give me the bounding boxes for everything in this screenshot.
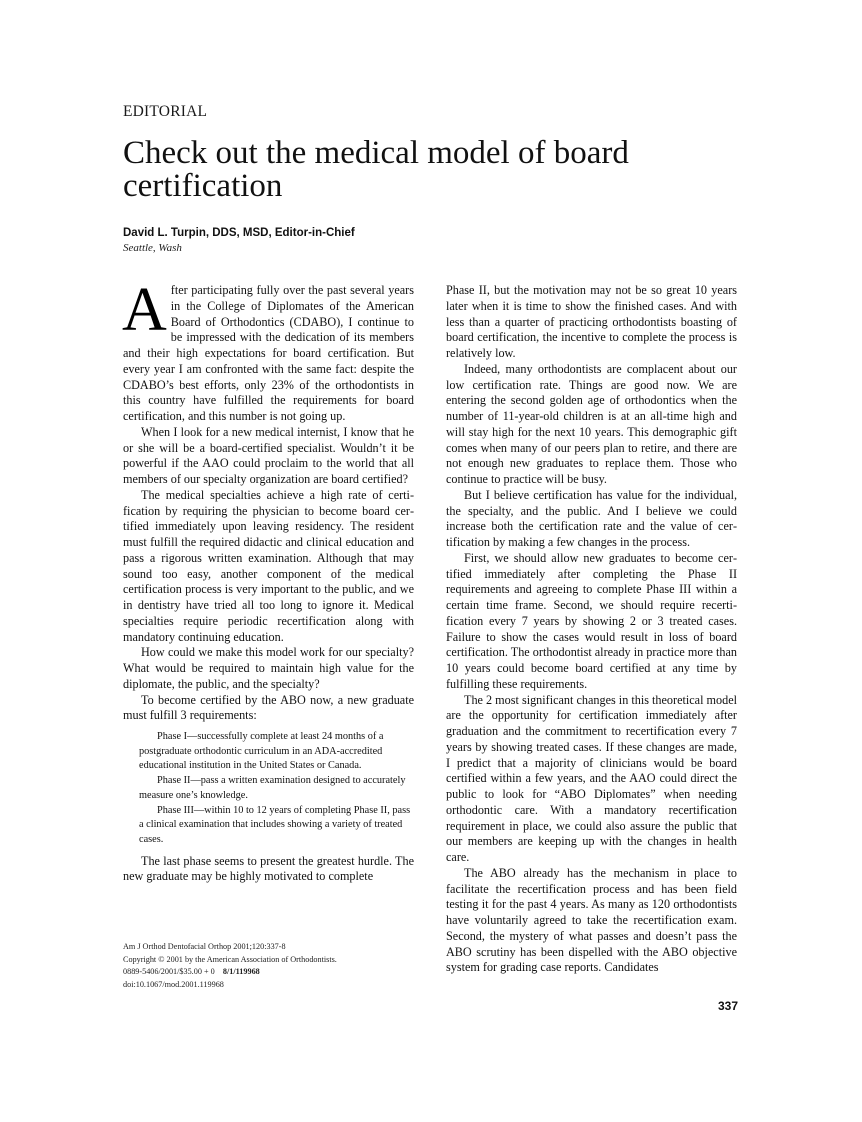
right-column [446,283,737,976]
paragraph: How could we make this model work for our specialty? What would be required to maintain high value for the diplomate, the public, and the specialty? [123,645,414,691]
paragraph: Phase II, but the motivation may not be so great 10 years later when it is time to show the finished cases. And with less than a quarter of practicing orthodontists boasting of board certification, the incentive to complete the process is relatively low. [446,283,737,360]
author-affiliation: Seattle, Wash [123,242,182,254]
section-label: EDITORIAL [123,103,208,120]
paragraph: When I look for a new medical internist, I know that he or she will be a board-certified specialist. Wouldn’t it be powerful if the AAO could proclaim to the world that all members of our specialty organization are board certified? [123,424,414,486]
article-title: Check out the medical model of board certification [123,135,629,204]
requirement-phase-2: Phase II—pass a written examination designed to accurately measure one’s knowledge. [139,775,406,801]
author-byline: David L. Turpin, DDS, MSD, Editor-in-Chief [123,227,355,239]
requirement-phase-3: Phase III—within 10 to 12 years of completing Phase II, pass a clinical examination that includes showing a variety of treated cases. [139,804,411,845]
copyright: Copyright © 2001 by the American Association of Orthodontists. [123,954,337,964]
page-number: 337 [718,999,739,1013]
article-code: 8/1/119968 [222,967,260,976]
doi: doi:10.1067/mod.2001.119968 [123,979,224,989]
requirement-phase-1: Phase I—successfully complete at least 24 months of a postgraduate orthodontic curriculum in an ADA-accredited educational institution in the United States or Canada. [139,731,384,772]
paragraph: First, we should allow new graduates to become certified immediately after completing the Phase II requirements and agreeing to complete Phase III within a certain time frame. Second, we should require recertification every 7 years by showing 2 or 3 treated cases. Failure to show the cases would result in loss of board certification. The orthodontist already in practice more than 10 years could become board certified at any time by fulfilling these requirements. [446,550,737,691]
drop-cap: A [122,276,167,344]
left-column [122,276,414,885]
paragraph: The 2 most significant changes in this theoretical model are the opportunity for certification immediately after graduation and the commitment to recertification every 7 years by showing treated cases. If these changes are made, I predict that a majority of clinicians would be board certified within a few years, and the AAO could direct the public to look for “ABO Diplomates” when needing orthodontic care. With a mandatory recertification requirement in place, we could also assure the public that our members are keeping up with the changes in health care. [446,692,737,864]
paragraph [122,276,414,425]
citation-footnote [123,941,337,991]
paragraph: The ABO already has the mechanism in place to facilitate the recertification process and has been field testing it for the past 4 years. As many as 120 orthodontists have voluntarily agreed to take the recertification exam. Second, the mystery of what passes and doesn’t pass the ABO scrutiny has been dispelled with the ABO objective system for grading case reports. Candidates [446,865,737,975]
paragraph-text: fter participating fully over the past several years in the College of Diplomates of the American Board of Orthodontics (CDABO), I continue to be impressed with the dedication of its members and their high expectations for board certification. But every year I am confronted with the same fact: despite the CDABO’s best efforts, only 23% of the orthodontists in this country have fulfilled the requirements for board certification, and this number is not going up. [123,283,414,423]
paragraph: The last phase seems to present the greatest hurdle. The new graduate may be highly motivated to complete [123,853,414,884]
paragraph: Indeed, many orthodontists are complacent about our low certification rate. Things are good now. We are entering the second golden age of orthodontics when the number of 11-year-old children is at an all-time high and will stay high for the next 10 years. This demographic gift comes when many of our peers plan to retire, and there are not enough new graduates to replace them. Those who continue to practice will be busy. [446,361,737,486]
paragraph: But I believe certification has value for the individual, the specialty, and the public. And I believe we could increase both the certification rate and the value of certification by making a few changes in the process. [446,487,737,549]
paragraph: The medical specialties achieve a high rate of certification by requiring the physician to become board certified immediately upon leaving residency. The resident must fulfill the required didactic and clinical education and pass a rigorous written examination. Although that may sound too easy, another component of the medical certification process is very important to the public, and we in dentistry have tried all too long to ignore it. Medical specialties require periodic recertification along with mandatory continuing education. [123,487,414,644]
paragraph: To become certified by the ABO now, a new graduate must fulfill 3 requirements: [123,692,414,723]
issn-line: 0889-5406/2001/$35.00 + 0 8/1/119968 [123,967,260,976]
citation: Am J Orthod Dentofacial Orthop 2001;120:337-8 [123,942,286,951]
requirements-list [139,730,414,848]
